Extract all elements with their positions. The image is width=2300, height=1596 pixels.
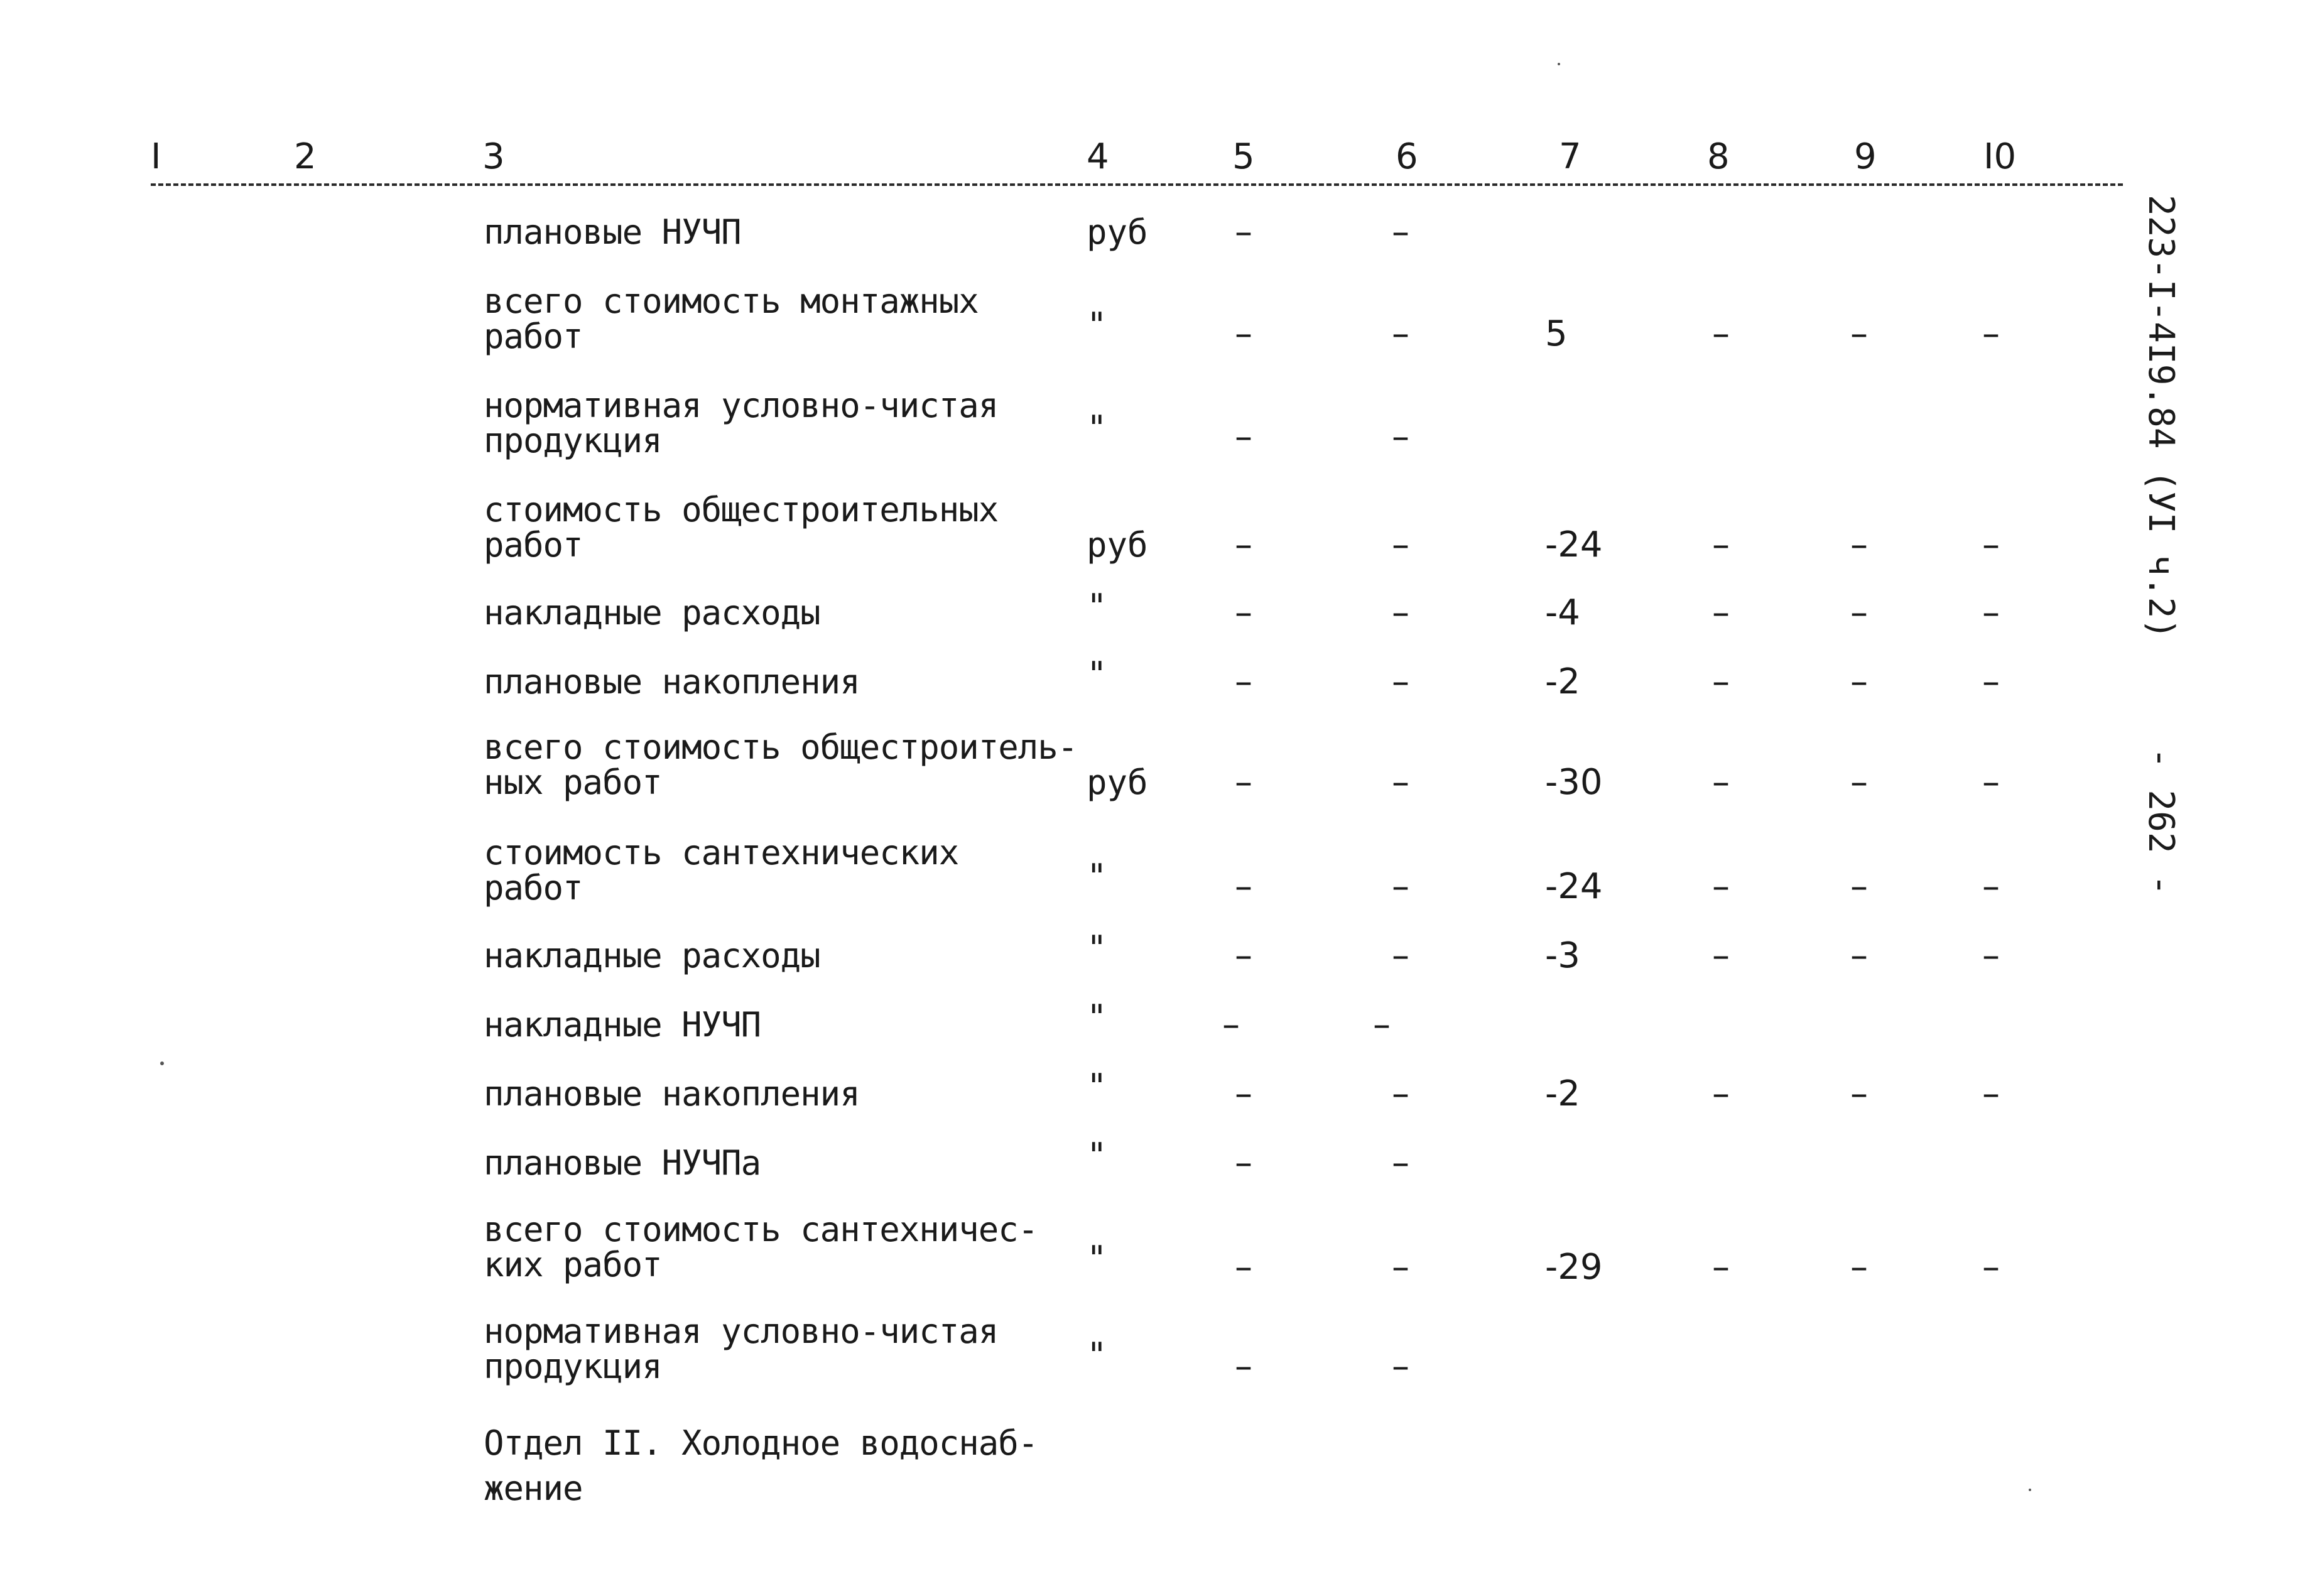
column-number-7: 7	[1559, 136, 1581, 177]
row-unit: "	[1087, 305, 1107, 345]
cell-col5: –	[1235, 935, 1252, 976]
cell-col8: –	[1712, 661, 1730, 702]
cell-col6: –	[1392, 313, 1409, 354]
cell-col5: –	[1235, 416, 1252, 457]
row-label: накладные НУЧП	[484, 1005, 761, 1045]
cell-col9: –	[1850, 313, 1868, 354]
cell-col7: -2	[1545, 1073, 1580, 1114]
column-number-10: I0	[1983, 136, 2017, 177]
cell-col5: –	[1222, 1004, 1240, 1045]
scan-speck	[1558, 63, 1560, 65]
column-number-3: 3	[482, 136, 505, 177]
cell-col6: –	[1392, 1247, 1409, 1288]
cell-col6: –	[1392, 524, 1409, 565]
cell-col10: –	[1982, 661, 2000, 702]
section-heading: Отдел II. Холодное водоснаб- жение	[484, 1423, 1038, 1508]
cell-col5: –	[1235, 592, 1252, 633]
cell-col5: –	[1235, 1073, 1252, 1114]
cell-col7: 5	[1545, 313, 1568, 354]
cell-col5: –	[1235, 1247, 1252, 1288]
cell-col5: –	[1235, 866, 1252, 907]
cell-col6: –	[1392, 866, 1409, 907]
row-unit: "	[1087, 1239, 1107, 1278]
cell-col6: –	[1392, 212, 1409, 252]
cell-col10: –	[1982, 524, 2000, 565]
cell-col5: –	[1235, 1346, 1252, 1387]
column-number-6: 6	[1396, 136, 1418, 177]
row-unit: "	[1087, 587, 1107, 626]
row-label: всего стоимость монтажных работ	[484, 281, 979, 356]
cell-col8: –	[1712, 1073, 1730, 1114]
cell-col9: –	[1850, 935, 1868, 976]
cell-col5: –	[1235, 212, 1252, 252]
cell-col8: –	[1712, 313, 1730, 354]
cell-col10: –	[1982, 592, 2000, 633]
cell-col7: -24	[1545, 866, 1603, 907]
column-number-8: 8	[1707, 136, 1730, 177]
row-unit: "	[1087, 997, 1107, 1037]
scan-speck	[160, 1061, 164, 1065]
cell-col10: –	[1982, 866, 2000, 907]
cell-col10: –	[1982, 762, 2000, 803]
row-unit: "	[1087, 1067, 1107, 1106]
cell-col9: –	[1850, 661, 1868, 702]
page-number: - 262 -	[2140, 747, 2181, 896]
cell-col7: -24	[1545, 524, 1603, 565]
cell-col10: –	[1982, 1247, 2000, 1288]
cell-col8: –	[1712, 935, 1730, 976]
row-label: стоимость сантехнических работ	[484, 833, 959, 908]
cell-col9: –	[1850, 866, 1868, 907]
cell-col7: -3	[1545, 935, 1580, 976]
cell-col5: –	[1235, 762, 1252, 803]
row-label: плановые накопления	[484, 662, 860, 702]
cell-col10: –	[1982, 935, 2000, 976]
cell-col5: –	[1235, 1143, 1252, 1183]
row-unit: "	[1087, 928, 1107, 968]
cell-col6: –	[1392, 416, 1409, 457]
row-unit: "	[1087, 1335, 1107, 1375]
row-label: плановые НУЧП	[484, 212, 741, 252]
row-unit: руб	[1087, 525, 1148, 565]
row-unit: "	[1087, 857, 1107, 896]
cell-col9: –	[1850, 1247, 1868, 1288]
cell-col7: -29	[1545, 1247, 1603, 1288]
cell-col6: –	[1392, 1143, 1409, 1183]
row-unit: "	[1087, 654, 1107, 694]
row-label: нормативная условно-чистая продукция	[484, 1311, 999, 1386]
row-label: стоимость общестроительных работ	[484, 490, 999, 565]
cell-col10: –	[1982, 313, 2000, 354]
row-label: плановые накопления	[484, 1074, 860, 1114]
row-unit: руб	[1087, 212, 1148, 252]
cell-col8: –	[1712, 592, 1730, 633]
cell-col5: –	[1235, 313, 1252, 354]
column-number-5: 5	[1232, 136, 1255, 177]
cell-col7: -30	[1545, 762, 1603, 803]
cell-col6: –	[1392, 661, 1409, 702]
cell-col9: –	[1850, 762, 1868, 803]
cell-col6: –	[1373, 1004, 1391, 1045]
cell-col8: –	[1712, 1247, 1730, 1288]
row-unit: руб	[1087, 763, 1148, 802]
column-number-2: 2	[294, 136, 317, 177]
cell-col10: –	[1982, 1073, 2000, 1114]
cell-col6: –	[1392, 1346, 1409, 1387]
cell-col7: -2	[1545, 661, 1580, 702]
cell-col5: –	[1235, 524, 1252, 565]
column-number-4: 4	[1087, 136, 1109, 177]
row-label: накладные расходы	[484, 936, 820, 975]
row-label: нормативная условно-чистая продукция	[484, 386, 999, 460]
column-number-1: I	[151, 136, 161, 177]
row-label: накладные расходы	[484, 593, 820, 632]
cell-col9: –	[1850, 524, 1868, 565]
row-unit: "	[1087, 1136, 1107, 1175]
row-label: всего стоимость сантехничес- ких работ	[484, 1210, 1038, 1284]
header-divider	[151, 183, 2123, 186]
scan-speck	[2029, 1489, 2031, 1491]
cell-col6: –	[1392, 592, 1409, 633]
cell-col6: –	[1392, 1073, 1409, 1114]
cell-col8: –	[1712, 762, 1730, 803]
cell-col8: –	[1712, 866, 1730, 907]
cell-col6: –	[1392, 762, 1409, 803]
row-unit: "	[1087, 408, 1107, 448]
cell-col9: –	[1850, 592, 1868, 633]
column-number-9: 9	[1854, 136, 1877, 177]
cell-col8: –	[1712, 524, 1730, 565]
row-label: всего стоимость общестроитель- ных работ	[484, 727, 1078, 802]
cell-col7: -4	[1545, 592, 1580, 633]
cell-col5: –	[1235, 661, 1252, 702]
document-code: 223-I-4I9.84 (УI ч.2)	[2140, 195, 2181, 640]
cell-col9: –	[1850, 1073, 1868, 1114]
cell-col6: –	[1392, 935, 1409, 976]
row-label: плановые НУЧПа	[484, 1143, 761, 1183]
